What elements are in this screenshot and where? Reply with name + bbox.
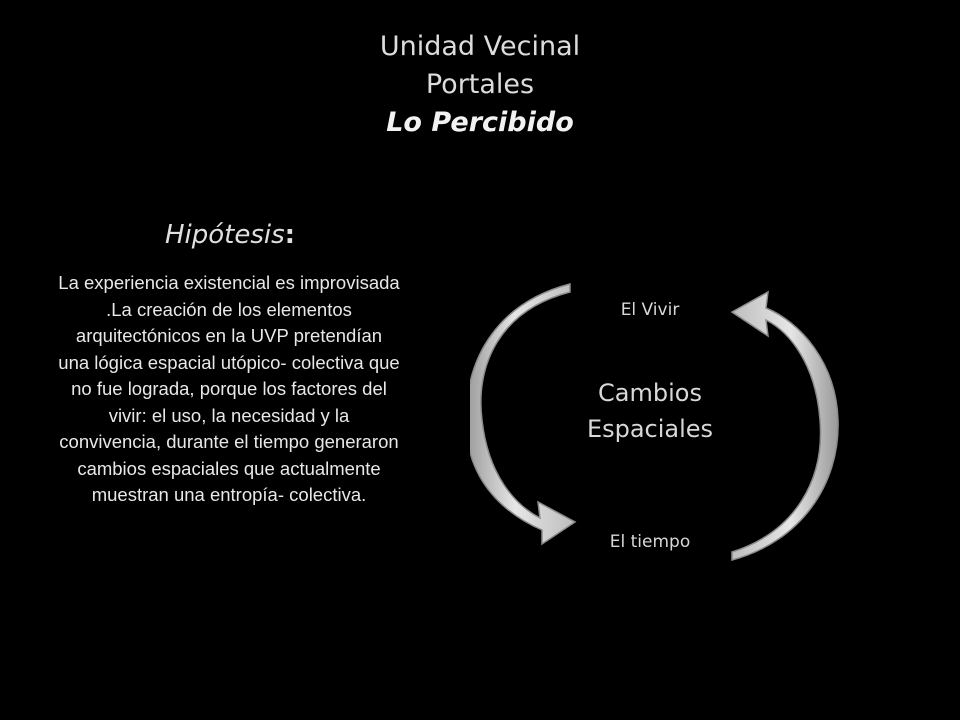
hypothesis-heading-colon: : <box>284 220 296 250</box>
title-subtitle: Lo Percibido <box>386 107 574 138</box>
cycle-center-line-2: Espaciales <box>586 415 714 443</box>
title-line-2: Portales <box>425 69 535 100</box>
cycle-center-line-1: Cambios <box>598 379 702 407</box>
cycle-label-el-vivir: El Vivir <box>620 300 680 320</box>
hypothesis-heading-text: Hipótesis <box>164 220 285 250</box>
hypothesis-heading <box>100 220 360 250</box>
cycle-label-el-tiempo: El tiempo <box>609 532 691 552</box>
slide-title <box>0 28 960 142</box>
cycle-diagram <box>470 270 840 570</box>
cycle-arrow-right <box>732 292 838 560</box>
cycle-center-label <box>560 375 740 447</box>
title-line-1: Unidad Vecinal <box>379 31 581 62</box>
hypothesis-body: La experiencia existencial es improvisada .La creación de los elementos arquitectónicos en la UVP pretendían una lógica espacial utópico- colectiva que no fue lograda, porque los factores del vivir: el uso, la necesidad y la convivencia, durante el tiempo generaron cambios espaciales que actualmente muestran una entropía- colectiva. <box>58 272 400 505</box>
